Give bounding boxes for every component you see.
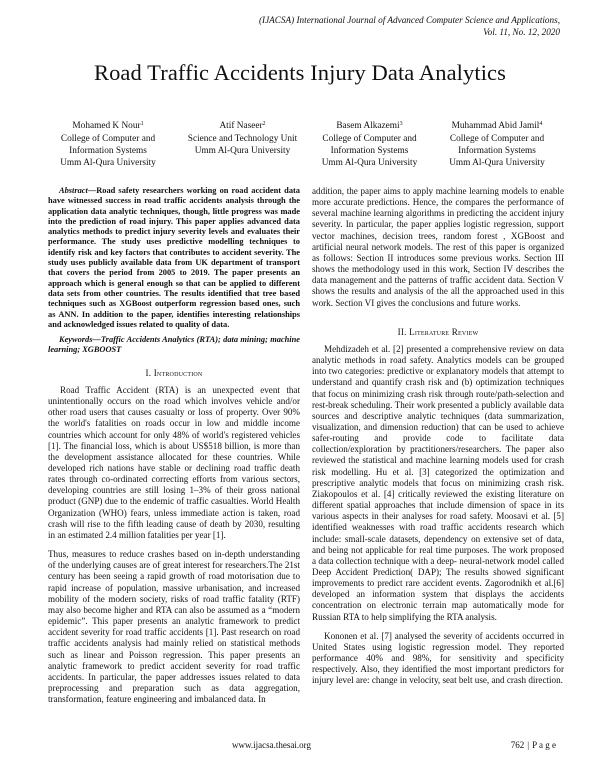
page-word: P a g e [532, 740, 556, 750]
paragraph: addition, the paper aims to apply machine learning models to enable more accurate predictions. Hence, the compares the performance of several machine learning algorithms in predicting the accident injury severity. In particular, the paper applies logistic regression, support vector machines, decision trees, random forest , XGBoost and artificial neural network models. The rest of this paper is organized as follows: Section II introduces some previous works. Section III shows the methodology used in this work, Section IV describes the data management and the patterns of traffic accident data. Section V shows the results and analysis of the all the approached used in this work. Section VI gives the conclusions and future works. [312, 186, 564, 308]
author-affiliation: Information Systems [330, 146, 409, 156]
section-title: Introduction [153, 367, 203, 378]
section-number: II. [397, 326, 407, 337]
journal-volume: Vol. 11, No. 12, 2020 [483, 27, 560, 37]
author-name: Basem Alkazemi [336, 121, 400, 131]
keywords: Keywords—Traffic Accidents Analytics (RTA); data mining; machine learning; XGBOOST [48, 335, 300, 355]
paragraph: Road Traffic Accident (RTA) is an unexpected event that unintentionally occurs on the road which involves vehicle and/or other road users that causes casualty or loss of property. Over 90% the world's fatalities on roads occur in low and middle income countries which account for only 48% of world's registered vehicles [1]. The financial loss, which is about US$518 billion, is more than the development assistance allocated for these countries. While developed rich nations have stable or declining road traffic death rates through co-ordinated correcting efforts from various sectors, developing countries are still losing 1–3% of their gross national product (GNP) due to the endemic of traffic casualties. World Health Organization (WHO) fears, unless immediate action is taken, road crash will rise to the fifth leading cause of death by 2030, resulting in an estimated 2.4 million fatalities per year [1]. [48, 384, 300, 540]
paper-title: Road Traffic Accidents Injury Data Analytics [93, 60, 507, 85]
abstract [48, 186, 300, 330]
author-affiliation: College of Computer and [449, 134, 545, 144]
author-name: Atif Naseer [219, 121, 263, 131]
right-column [312, 186, 564, 687]
author-affiliation: Umm Al-Qura University [60, 158, 156, 168]
section-heading-literature-review [312, 327, 564, 338]
author-affiliation: Science and Technology Unit [187, 134, 298, 144]
abstract-text: —Road safety researchers working on road accident data have witnessed success in road traffic accidents analysis through the application data analytic techniques, though, little progress was made into the prediction of road injury. This paper applies advanced data analytics methods to predict injury severity levels and evaluates their performance. The study uses predictive modelling techniques to identify risk and key factors that contributes to accident severity. The study uses publicly available data from UK department of transport that covers the period from 2005 to 2019. The paper presents an approach which is general enough so that can be applied to different data sets from other countries. The results identified that tree based techniques such as XGBoost outperform regression based ones, such as ANN. In addition to the paper, identifies interesting relationships and acknowledged issues related to quality of data. [48, 186, 300, 329]
paragraph: Thus, measures to reduce crashes based on in-depth understanding of the underlying causes are of great interest for researchers.The 21st century has been seeing a rapid growth of road motorisation due to rapid increase of population, massive urbanisation, and increased mobility of the modern society, risks of road traffic fatality (RTF) may also become higher and RTA can also be assumed as a “modern epidemic”. This paper presents an analytic framework to predict accident severity for road traffic accidents [1]. Past research on road traffic accidents analysis had mainly relied on statistical methods such as linear and Poisson regression. This paper presents an analytic framework to predict accident severity for road traffic accidents. In particular, the paper addresses issues related to data preprocessing and preparation such as data aggregation, transformation, feature engineering and imbalanced data. In [48, 549, 300, 705]
page-number: 762 [510, 740, 525, 750]
author-2 [170, 120, 315, 157]
author-affiliation: Umm Al-Qura University [449, 158, 545, 168]
author-1 [48, 120, 168, 169]
section-number: I. [145, 367, 152, 378]
author-affiliation: College of Computer and [322, 134, 417, 144]
author-name: Mohamed K Nour [72, 121, 141, 131]
left-column [48, 186, 300, 705]
author-affil-mark: 1 [140, 121, 144, 127]
author-4 [432, 120, 562, 169]
abstract-label: Abstract [59, 186, 88, 195]
author-affiliation: Information Systems [69, 146, 147, 156]
author-affil-mark: 4 [539, 121, 543, 127]
journal-name: (IJACSA) International Journal of Advanced Computer Science and Applications, [258, 15, 560, 25]
page-separator: | [527, 740, 530, 750]
author-name: Muhammad Abid Jamil [451, 121, 540, 131]
author-3 [307, 120, 432, 169]
journal-header [160, 14, 560, 38]
section-heading-introduction [48, 368, 300, 379]
paragraph: Mehdizadeh et al. [2] presented a comprehensive review on data analytic methods in road safety. Analytics models can be grouped into two categories: predictive or explanatory models that attempt to understand and quantify crash risk and (b) optimization techniques that focus on minimizing crash risk through route/path-selection and rest-break scheduling. Their work presented a publicly available data sources and descriptive analytic techniques (data summarization, visualization, and dimension reduction) that can be used to achieve safer-routing and provide code to facilitate data collection/exploration by practitioners/researchers. The paper also reviewed the statistical and machine learning models used for crash risk modelling. Hu et al. [3] categorized the optimization and prescriptive analytic models that focus on minimizing crash risk. Ziakopoulos et al. [4] critically reviewed the existing literature on different spatial approaches that include dimension of space in its various aspects in their analyses for road safety. Moosavi et al. [5] identified weaknesses with road traffic accidents research which include: small-scale datasets, dependency on extensive set of data, and being not applicable for real time purposes. The work proposed a data collection technique with a deep- neural-network model called Deep Accident Prediction( DAP); The results showed significant improvements to predict rare accident events. Zagorodnikh et al.[6] developed an information system that displays the accidents concentration on electronic terrain map automatically mode for Russian RTA to help simplifying the RTA analysis. [312, 343, 564, 622]
author-affiliation: Umm Al-Qura University [194, 146, 291, 156]
author-affiliation: Umm Al-Qura University [321, 158, 418, 168]
author-affil-mark: 2 [262, 121, 266, 127]
section-title: Literature Review [409, 326, 479, 337]
paragraph: Kononen et al. [7] analysed the severity of accidents occurred in United States using logistic regression model. They reported performance 40% and 98%, for sensitivity and specificity respectively. Also, they identified the most important predictors for injury level are: change in velocity, seat belt use, and crash direction. [312, 630, 564, 686]
footer-url: www.ijacsa.thesai.org [232, 740, 311, 750]
author-affiliation: College of Computer and [60, 134, 156, 144]
footer-page-number [511, 740, 556, 750]
author-affil-mark: 3 [399, 121, 403, 127]
author-affiliation: Information Systems [458, 146, 536, 156]
